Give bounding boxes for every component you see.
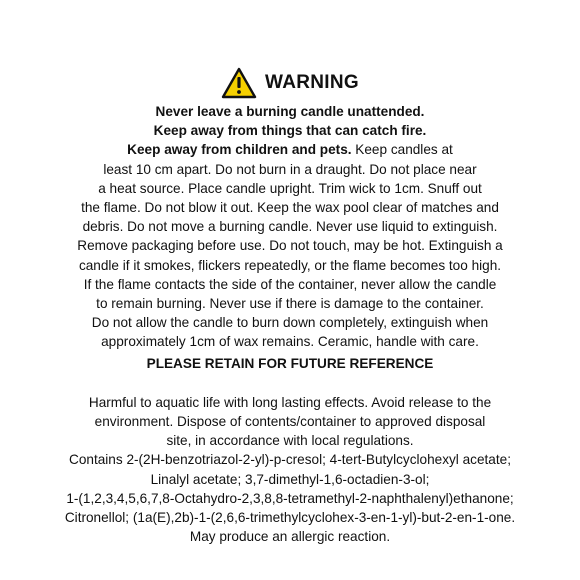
warning-children-rest: Keep candles at: [351, 142, 453, 158]
retain-notice: PLEASE RETAIN FOR FUTURE REFERENCE: [146, 355, 434, 371]
warning-body-line: a heat source. Place candle upright. Trim wick to 1cm. Snuff out: [98, 180, 482, 196]
warning-line-unattended: Never leave a burning candle unattended.: [155, 104, 425, 119]
allergy-line: May produce an allergic reaction.: [189, 529, 391, 545]
warning-line-catch-fire: Keep away from things that can catch fire.: [153, 123, 427, 139]
environment-text-block: [10, 393, 570, 547]
warning-triangle-icon: [221, 67, 257, 99]
warning-body-line: debris. Do not move a burning candle. Never use liquid to extinguish.: [82, 219, 498, 235]
environment-line: site, in accordance with local regulations.: [166, 433, 414, 449]
warning-body-line: If the flame contacts the side of the container, never allow the candle: [83, 276, 497, 292]
warning-body-line: Remove packaging before use. Do not touch, may be hot. Extinguish a: [77, 238, 503, 254]
warning-title: WARNING: [265, 72, 359, 93]
warning-body-line: the flame. Do not blow it out. Keep the wax pool clear of matches and: [81, 200, 499, 216]
ingredients-line: Contains 2-(2H-benzotriazol-2-yl)-p-cresol; 4-tert-Butylcyclohexyl acetate;: [69, 452, 511, 468]
warning-children-bold: Keep away from children and pets.: [127, 142, 352, 158]
warning-body-line: to remain burning. Never use if there is damage to the container.: [96, 296, 484, 312]
warning-text-block: [30, 102, 550, 352]
warning-body-line: Do not allow the candle to burn down completely, extinguish when: [91, 315, 489, 331]
environment-line: Harmful to aquatic life with long lasting effects. Avoid release to the: [88, 394, 492, 410]
warning-body-line: candle if it smokes, flickers repeatedly, or the flame becomes too high.: [78, 257, 502, 273]
warning-body-line: least 10 cm apart. Do not burn in a draught. Do not place near: [103, 161, 477, 177]
ingredients-line: Citronellol; (1a(E),2b)-1-(2,6,6-trimethylcyclohex-3-en-1-yl)-but-2-en-1-one.: [64, 510, 516, 526]
warning-body-line: approximately 1cm of wax remains. Ceramic, handle with care.: [101, 334, 479, 350]
environment-line: environment. Dispose of contents/container to approved disposal: [94, 414, 486, 430]
candle-safety-label: [0, 66, 580, 546]
warning-heading: [0, 66, 580, 100]
ingredients-line: Linalyl acetate; 3,7-dimethyl-1,6-octadien-3-ol;: [150, 471, 430, 487]
ingredients-line: 1-(1,2,3,4,5,6,7,8-Octahydro-2,3,8,8-tetramethyl-2-naphthalenyl)ethanone;: [66, 490, 514, 506]
warning-line-children: [30, 140, 550, 159]
